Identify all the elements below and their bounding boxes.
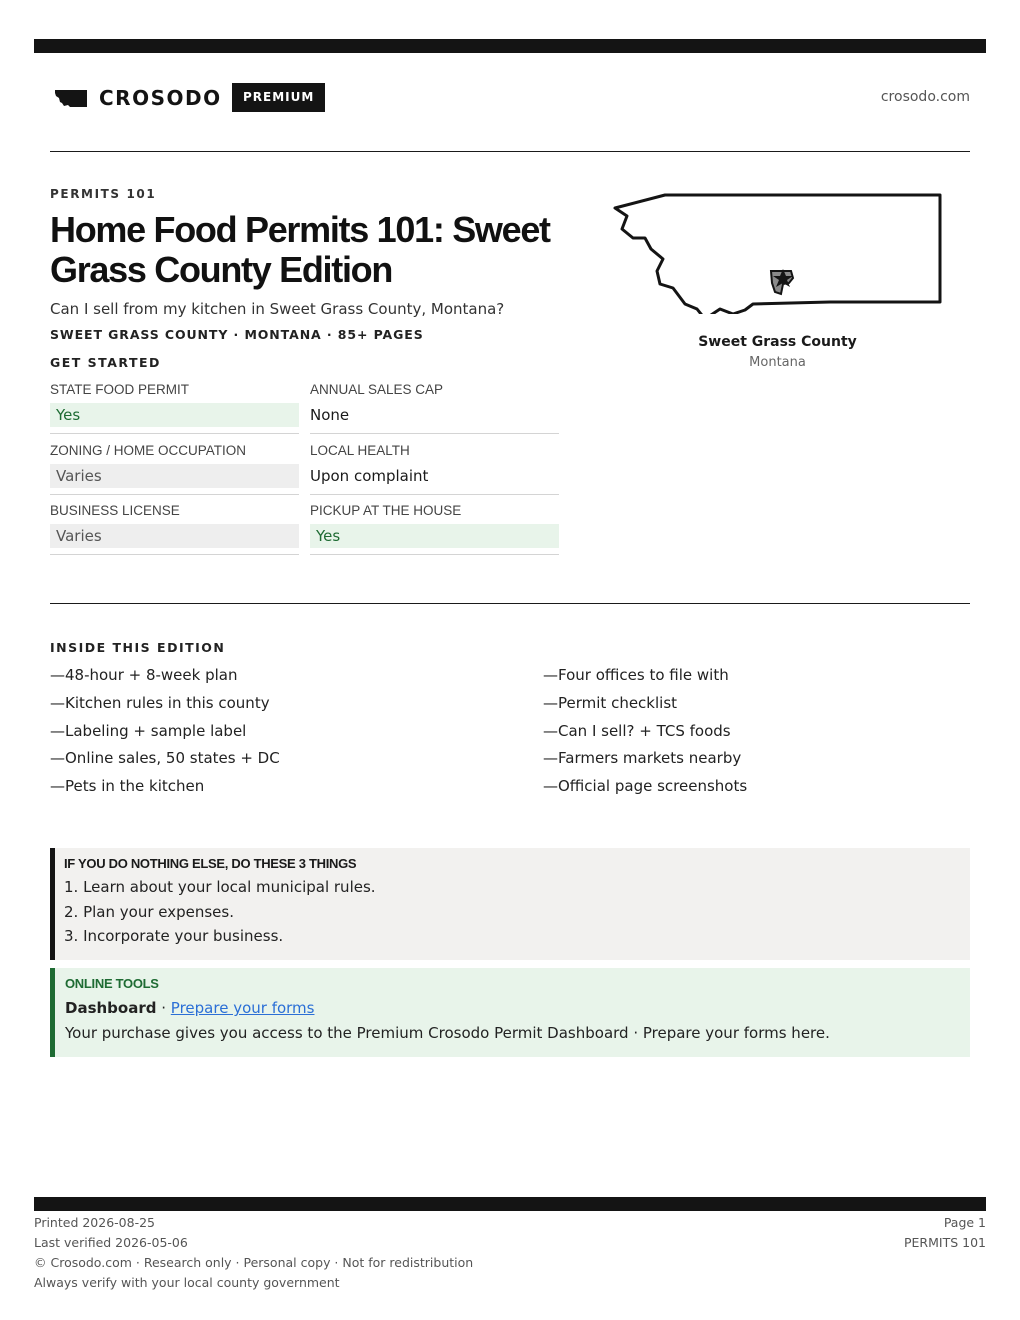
contents-item: —Labeling + sample label	[50, 722, 247, 740]
page-number: Page 1	[943, 1215, 986, 1230]
footer-left	[34, 1213, 473, 1293]
fact-value: Varies	[50, 524, 299, 548]
fact-pickup	[310, 503, 559, 555]
section-kicker: PERMITS 101	[50, 187, 157, 201]
tools-description: Your purchase gives you access to the Premium Crosodo Permit Dashboard · Prepare your forms here.	[65, 1024, 830, 1042]
map-state-name: Montana	[749, 355, 806, 370]
verify-note: Always verify with your local county government	[34, 1275, 340, 1290]
contents-item: —Online sales, 50 states + DC	[50, 749, 280, 767]
contents-item: —Farmers markets nearby	[543, 749, 742, 767]
fact-value: Yes	[310, 524, 559, 548]
contents-item: —Permit checklist	[543, 694, 678, 712]
brand[interactable]	[54, 86, 222, 110]
map-caption	[640, 333, 915, 373]
fact-label: PICKUP AT THE HOUSE	[310, 503, 462, 518]
footer-section: PERMITS 101	[904, 1235, 986, 1250]
fact-label: LOCAL HEALTH	[310, 443, 410, 458]
fact-value: Upon complaint	[310, 467, 429, 485]
fact-value: Yes	[50, 403, 299, 427]
fact-business-license	[50, 503, 299, 555]
fact-local-health	[310, 443, 559, 495]
state-map	[605, 186, 950, 314]
fact-annual-sales-cap	[310, 382, 559, 434]
contents-item: —Official page screenshots	[543, 777, 748, 795]
fact-label: BUSINESS LICENSE	[50, 503, 180, 518]
tools-separator: ·	[156, 999, 171, 1017]
verified-date: Last verified 2026-05-06	[34, 1235, 188, 1250]
contents-item: —Kitchen rules in this county	[50, 694, 270, 712]
header-divider	[50, 151, 970, 152]
contents-item: —Can I sell? + TCS foods	[543, 722, 731, 740]
tools-heading: ONLINE TOOLS	[65, 976, 159, 991]
contents-item: —Pets in the kitchen	[50, 777, 205, 795]
page-header	[50, 80, 970, 114]
fact-zoning	[50, 443, 299, 495]
footer-right	[904, 1213, 986, 1253]
bottom-rule-bar	[34, 1197, 986, 1211]
fact-label: ZONING / HOME OCCUPATION	[50, 443, 247, 458]
site-url[interactable]: crosodo.com	[880, 89, 970, 105]
contents-item: —Four offices to file with	[543, 666, 729, 684]
fact-label: STATE FOOD PERMIT	[50, 382, 190, 397]
page-subtitle: Can I sell from my kitchen in Sweet Grass County, Montana?	[50, 300, 505, 318]
premium-badge: PREMIUM	[232, 83, 325, 112]
section-divider	[50, 603, 970, 604]
online-tools-box	[50, 968, 970, 1057]
copyright-notice: © Crosodo.com · Research only · Personal copy · Not for redistribution	[34, 1255, 474, 1270]
brand-name: CROSODO	[99, 86, 222, 110]
printed-date: Printed 2026-08-25	[34, 1215, 155, 1230]
callout-list	[64, 875, 970, 949]
fact-value: None	[310, 406, 350, 424]
map-county-name: Sweet Grass County	[698, 334, 857, 350]
top-rule-bar	[34, 39, 986, 53]
montana-state-outline-icon	[54, 87, 88, 109]
contents-item: —48-hour + 8-week plan	[50, 666, 238, 684]
fact-label: ANNUAL SALES CAP	[310, 382, 444, 397]
priority-callout	[50, 848, 970, 960]
contents-label: INSIDE THIS EDITION	[50, 640, 226, 655]
prepare-forms-link[interactable]: Prepare your forms	[170, 999, 315, 1017]
fact-value: Varies	[50, 464, 299, 488]
callout-heading: IF YOU DO NOTHING ELSE, DO THESE 3 THINGS	[64, 856, 357, 871]
tools-link-line	[65, 999, 970, 1017]
callout-item: 3. Incorporate your business.	[64, 927, 284, 945]
callout-item: 2. Plan your expenses.	[64, 902, 234, 921]
state-outline	[615, 195, 940, 314]
dashboard-label: Dashboard	[65, 999, 157, 1017]
get-started-label: GET STARTED	[50, 355, 161, 370]
edition-meta: SWEET GRASS COUNTY · MONTANA · 85+ PAGES	[50, 327, 424, 342]
page-title: Home Food Permits 101: Sweet Grass County Edition	[50, 209, 550, 290]
fact-state-food-permit	[50, 382, 299, 434]
callout-item: 1. Learn about your local municipal rules.	[64, 878, 376, 896]
